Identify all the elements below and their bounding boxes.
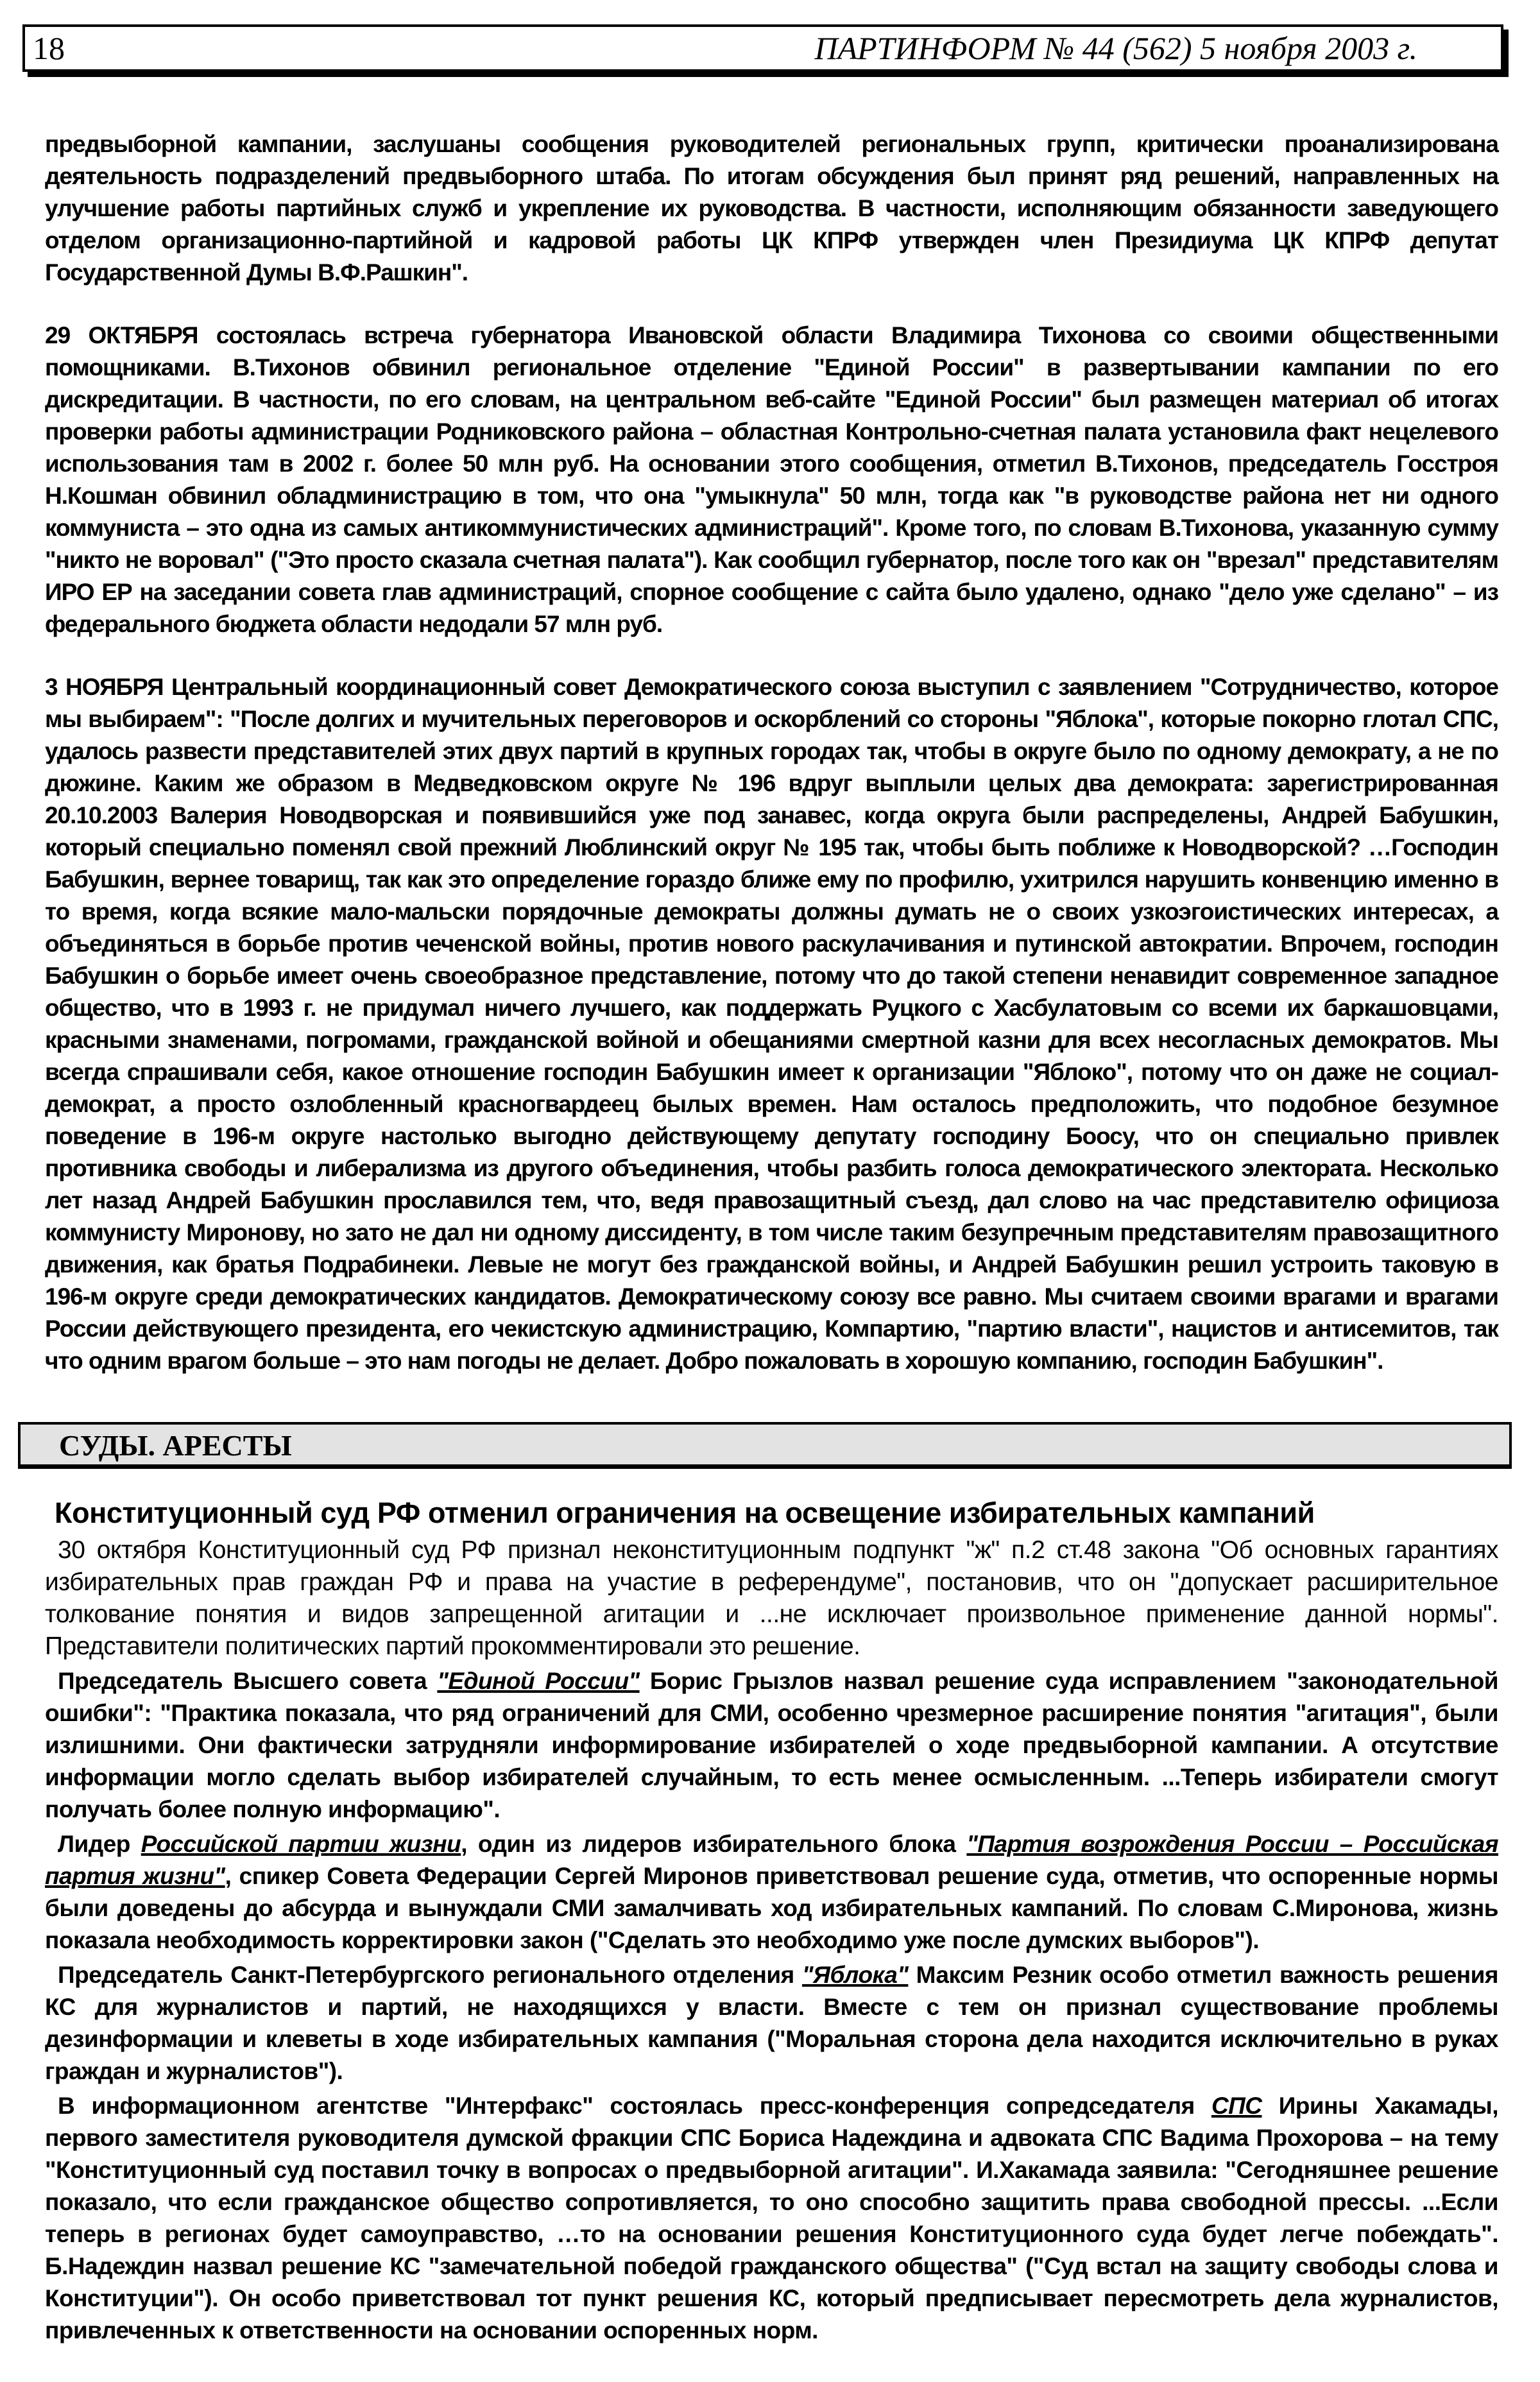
article-headline: Конституционный суд РФ отменил ограничения на освещение избирательных кампаний	[55, 1496, 1315, 1529]
paragraph-text: 30 октября Конституционный суд РФ признал неконституционным подпункт "ж" п.2 ст.48 закона "Об основных гарантиях избирательных прав граждан РФ и права на участие в референдуме", постановив, что он "допускает расширительное толкование понятия и видов запрещенной агитации и ...не исключает произвольное применение данной нормы". Представители политических партий прокомментировали это решение.	[45, 1536, 1498, 1660]
article-paragraph	[45, 1665, 1498, 1826]
paragraph-text: Председатель Высшего совета	[58, 1668, 438, 1694]
article-body	[45, 1534, 1498, 2347]
paragraph-text: , спикер Совета Федерации Сергей Миронов приветствовал решение суда, отметив, что оспоренные нормы были доведены до абсурда и вынуждали СМИ замалчивать ход избирательных кампаний. По словам С.Миронова, жизнь показала необходимость корректировки закон ("Сделать это необходимо уже после думских выборов").	[45, 1863, 1498, 1953]
paragraph-text: В информационном агентстве "Интерфакс" состоялась пресс-конференция сопредседателя	[58, 2093, 1211, 2119]
article-paragraph	[45, 1828, 1498, 1957]
news-paragraph: предвыборной кампании, заслушаны сообщения руководителей региональных групп, критически проанализирована деятельность подразделений предвыборного штаба. По итогам обсуждения был принят ряд решений, направленных на улучшение работы партийных служб и укрепление их руководства. В частности, исполняющим обязанности заведующего отделом организационно-партийной и кадровой работы ЦК КПРФ утвержден член Президиума ЦК КПРФ депутат Государственной Думы В.Ф.Рашкин".	[45, 131, 1498, 286]
party-link[interactable]: СПС	[1211, 2093, 1262, 2119]
article-paragraph	[45, 2090, 1498, 2347]
paragraph-text: Максим Резник особо отметил важность решения КС для журналистов и партий, не находящихся у власти. Вместе с тем он признал существование проблемы дезинформации и клеветы в ходе избирательных кампания ("Моральная сторона дела находится исключительно в руках граждан и журналистов").	[45, 1962, 1498, 2084]
page-number: 18	[33, 30, 65, 66]
news-chronicle	[45, 128, 1498, 1377]
paragraph-text: Лидер	[58, 1831, 141, 1857]
article-paragraph	[45, 1959, 1498, 2087]
paragraph-text: , один из лидеров избирательного блока	[461, 1831, 967, 1857]
article-paragraph	[45, 1534, 1498, 1663]
paragraph-text: Ирины Хакамады, первого заместителя руководителя думской фракции СПС Бориса Надеждина и адвоката СПС Вадима Прохорова – на тему "Конституционный суд поставил точку в вопросах о предвыборной агитации". И.Хакамада заявила: "Сегодняшнее решение показало, что если гражданское общество сопротивляется, то оно способно защитить права свободной прессы. ...Если теперь в регионах будет самоуправство, …то на основании решения Конституционного суда будет легче побеждать". Б.Надеждин назвал решение КС "замечательной победой гражданского общества" ("Суд встал на защиту свободы слова и Конституции"). Он особо приветствовал тот пункт решения КС, который предписывает пересмотреть дела журналистов, привлеченных к ответственности на основании оспоренных норм.	[45, 2093, 1498, 2343]
party-link[interactable]: "Яблока"	[801, 1962, 909, 1988]
paragraph-text: Председатель Санкт-Петербургского регионального отделения	[58, 1962, 802, 1988]
section-title: СУДЫ. АРЕСТЫ	[59, 1429, 292, 1462]
publication-title: ПАРТИНФОРМ № 44 (562) 5 ноября 2003 г.	[814, 30, 1417, 66]
news-paragraph: 29 ОКТЯБРЯ состоялась встреча губернатора Ивановской области Владимира Тихонова со своими общественными помощниками. В.Тихонов обвинил региональное отделение "Единой России" в развертывании кампании по его дискредитации. В частности, по его словам, на центральном веб-сайте "Единой России" был размещен материал об итогах проверки работы администрации Родниковского района – областная Контрольно-счетная палата установила факт нецелевого использования там в 2002 г. более 50 млн руб. На основании этого сообщения, отметил В.Тихонов, председатель Госстроя Н.Кошман обвинил обладминистрацию в том, что она "умыкнула" 50 млн, тогда как "в руководстве района нет ни одного коммуниста – это одна из самых антикоммунистических администраций". Кроме того, по словам В.Тихонова, указанную сумму "никто не воровал" ("Это просто сказала счетная палата"). Как сообщил губернатор, после того как он "врезал" представителям ИРО ЕР на заседании совета глав администраций, спорное сообщение с сайта было удалено, однако "дело уже сделано" – из федерального бюджета области недодали 57 млн руб.	[45, 322, 1498, 637]
party-link[interactable]: "Партия возрождения России – Российская партия жизни"	[45, 1831, 1498, 1889]
party-link[interactable]: Российской партии жизни	[141, 1831, 461, 1857]
section-bar	[18, 1422, 1512, 1469]
page-header	[22, 24, 1503, 72]
party-link[interactable]: "Единой России"	[437, 1668, 640, 1694]
paragraph-text: Борис Грызлов назвал решение суда исправлением "законодательной ошибки": "Практика показала, что ряд ограничений для СМИ, особенно чрезмерное расширение понятия "агитация", были излишними. Они фактически затрудняли информирование избирателей о ходе предвыборной кампании. А отсутствие информации могло сделать выбор избирателей случайным, то есть менее осмысленным. ...Теперь избиратели смогут получать более полную информацию".	[45, 1668, 1498, 1822]
news-paragraph: 3 НОЯБРЯ Центральный координационный совет Демократического союза выступил с заявлением "Сотрудничество, которое мы выбираем": "После долгих и мучительных переговоров и оскорблений со стороны "Яблока", которые покорно глотал СПС, удалось развести представителей этих двух партий в крупных городах так, чтобы в округе было по одному демократу, а не по дюжине. Каким же образом в Медведковском округе № 196 вдруг выплыли целых два демократа: зарегистрированная 20.10.2003 Валерия Новодворская и появившийся уже под занавес, когда округа были распределены, Андрей Бабушкин, который специально поменял свой прежний Люблинский округ № 195 так, чтобы быть поближе к Новодворской? …Господин Бабушкин, вернее товарищ, так как это определение гораздо ближе ему по профилю, ухитрился нарушить конвенцию именно в то время, когда всякие мало-мальски порядочные демократы должны думать не о своих узкоэгоистических интересах, а объединяться в борьбе против чеченской войны, против нового раскулачивания и путинской автократии. Впрочем, господин Бабушкин о борьбе имеет очень своеобразное представление, потому что до такой степени ненавидит современное западное общество, что в 1993 г. не придумал ничего лучшего, как поддержать Руцкого с Хасбулатовым со всеми их баркашовцами, красными знаменами, погромами, гражданской войной и обещаниями смертной казни для всех несогласных демократов. Мы всегда спрашивали себя, какое отношение господин Бабушкин имеет к организации "Яблоко", потому что он даже не социал-демократ, а просто озлобленный красногвардеец былых времен. Нам осталось предположить, что подобное безумное поведение в 196-м округе настолько выгодно действующему депутату господину Боосу, что он специально привлек противника свободы и либерализма из другого объединения, чтобы разбить голоса демократического электората. Несколько лет назад Андрей Бабушкин прославился тем, что, ведя правозащитный съезд, дал слово на час представителю официоза коммунисту Миронову, но зато не дал ни одному диссиденту, в том числе таким безупречным представителям правозащитного движения, как братья Подрабинеки. Левые не могут без гражданской войны, и Андрей Бабушкин решил устроить таковую в 196-м округе среди демократических кандидатов. Демократическому союзу все равно. Мы считаем своими врагами и врагами России действующего президента, его чекистскую администрацию, Компартию, "партию власти", нацистов и антисемитов, так что одним врагом больше – это нам погоды не делает. Добро пожаловать в хорошую компанию, господин Бабушкин".	[45, 674, 1498, 1374]
